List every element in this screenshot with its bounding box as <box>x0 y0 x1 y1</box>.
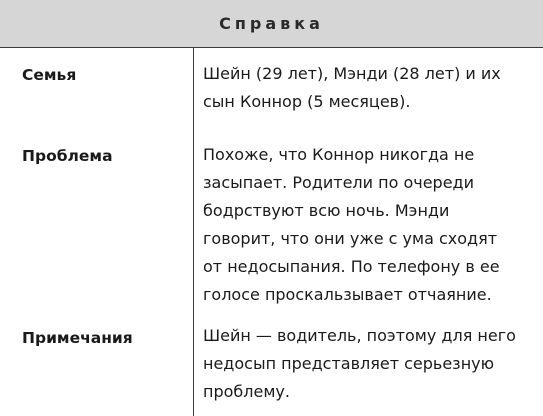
row-label-problem: Проблема <box>22 147 113 165</box>
value-line: засыпает. Родители по очереди <box>203 173 474 192</box>
value-line: голосе проскальзывает отчаяние. <box>203 285 492 304</box>
value-line: говорит, что они уже с ума сходят <box>203 229 498 248</box>
row-value-notes <box>203 322 523 406</box>
value-line: недосып представляет серьезную <box>203 354 495 373</box>
row-label-notes: Примечания <box>22 329 133 347</box>
value-line: бодрствуют всю ночь. Мэнди <box>203 201 450 220</box>
row-value-family <box>203 60 523 116</box>
row-label-family: Семья <box>22 66 77 84</box>
column-divider <box>193 48 194 416</box>
value-line: Похоже, что Коннор никогда не <box>203 145 475 164</box>
value-line: проблему. <box>203 382 290 401</box>
value-line: Шейн — водитель, поэтому для него <box>203 326 516 345</box>
row-value-problem <box>203 141 523 309</box>
panel-header <box>0 0 543 48</box>
value-line: Шейн (29 лет), Мэнди (28 лет) и их <box>203 64 501 83</box>
value-line: сын Коннор (5 месяцев). <box>203 92 411 111</box>
value-line: от недосыпания. По телефону в ее <box>203 257 500 276</box>
panel-title: Справка <box>219 14 324 33</box>
